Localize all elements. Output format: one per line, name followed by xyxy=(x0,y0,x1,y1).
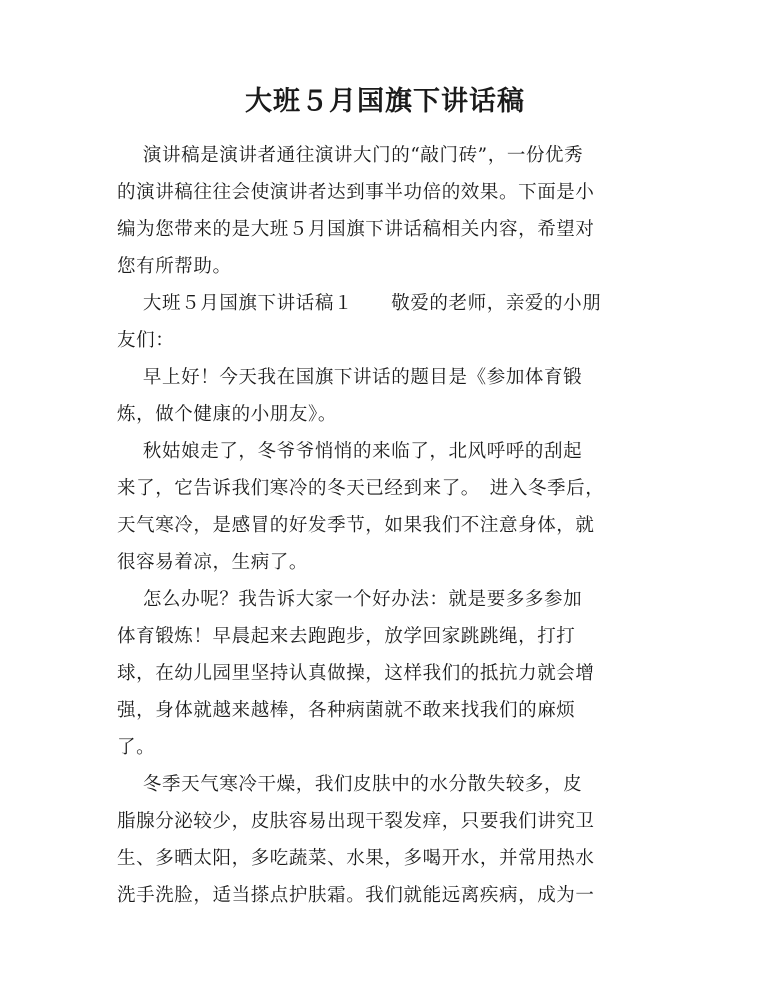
text-line-10: 来了，它告诉我们寒冷的冬天已经到来了。 进入冬季后， xyxy=(117,478,605,499)
text-line-8: 炼，做个健康的小朋友》。 xyxy=(117,404,337,425)
text-line-20: 生、多晒太阳，多吃蔬菜、水果，多喝开水，并常用热水 xyxy=(117,848,595,869)
text-line-18: 冬季天气寒冷干燥，我们皮肤中的水分散失较多，皮 xyxy=(117,774,583,795)
text-line-4: 您有所帮助。 xyxy=(117,256,232,277)
text-line-6: 友们： xyxy=(117,330,175,351)
text-line-21: 洗手洗脸，适当搽点护肤霜。我们就能远离疾病，成为一 xyxy=(117,885,595,906)
text-line-16: 强，身体就越来越棒，各种病菌就不敢来找我们的麻烦 xyxy=(117,700,576,721)
text-line-3: 编为您带来的是大班５月国旗下讲话稿相关内容，希望对 xyxy=(117,219,595,240)
text-line-17: 了。 xyxy=(117,737,156,758)
text-line-12: 很容易着凉，生病了。 xyxy=(117,552,309,573)
text-line-11: 天气寒冷，是感冒的好发季节，如果我们不注意身体，就 xyxy=(117,515,595,536)
text-line-15: 球，在幼儿园里坚持认真做操，这样我们的抵抗力就会增 xyxy=(117,663,595,684)
text-line-7: 早上好！今天我在国旗下讲话的题目是《参加体育锻 xyxy=(117,367,583,388)
text-line-1: 演讲稿是演讲者通往演讲大门的“敲门砖”，一份优秀 xyxy=(117,145,584,166)
document-title: 大班５月国旗下讲话稿 xyxy=(245,86,525,117)
text-line-14: 体育锻炼！早晨起来去跑跑步，放学回家跳跳绳，打打 xyxy=(117,626,576,647)
text-line-19: 脂腺分泌较少，皮肤容易出现干裂发痒，只要我们讲究卫 xyxy=(117,811,595,832)
text-line-5: 大班５月国旗下讲话稿１ 敬爱的老师，亲爱的小朋 xyxy=(117,293,602,314)
text-line-9: 秋姑娘走了，冬爷爷悄悄的来临了，北风呼呼的刮起 xyxy=(117,441,583,462)
document-body xyxy=(117,137,657,914)
text-line-13: 怎么办呢？我告诉大家一个好办法：就是要多多参加 xyxy=(117,589,583,610)
text-line-2: 的演讲稿往往会使演讲者达到事半功倍的效果。下面是小 xyxy=(117,182,595,203)
